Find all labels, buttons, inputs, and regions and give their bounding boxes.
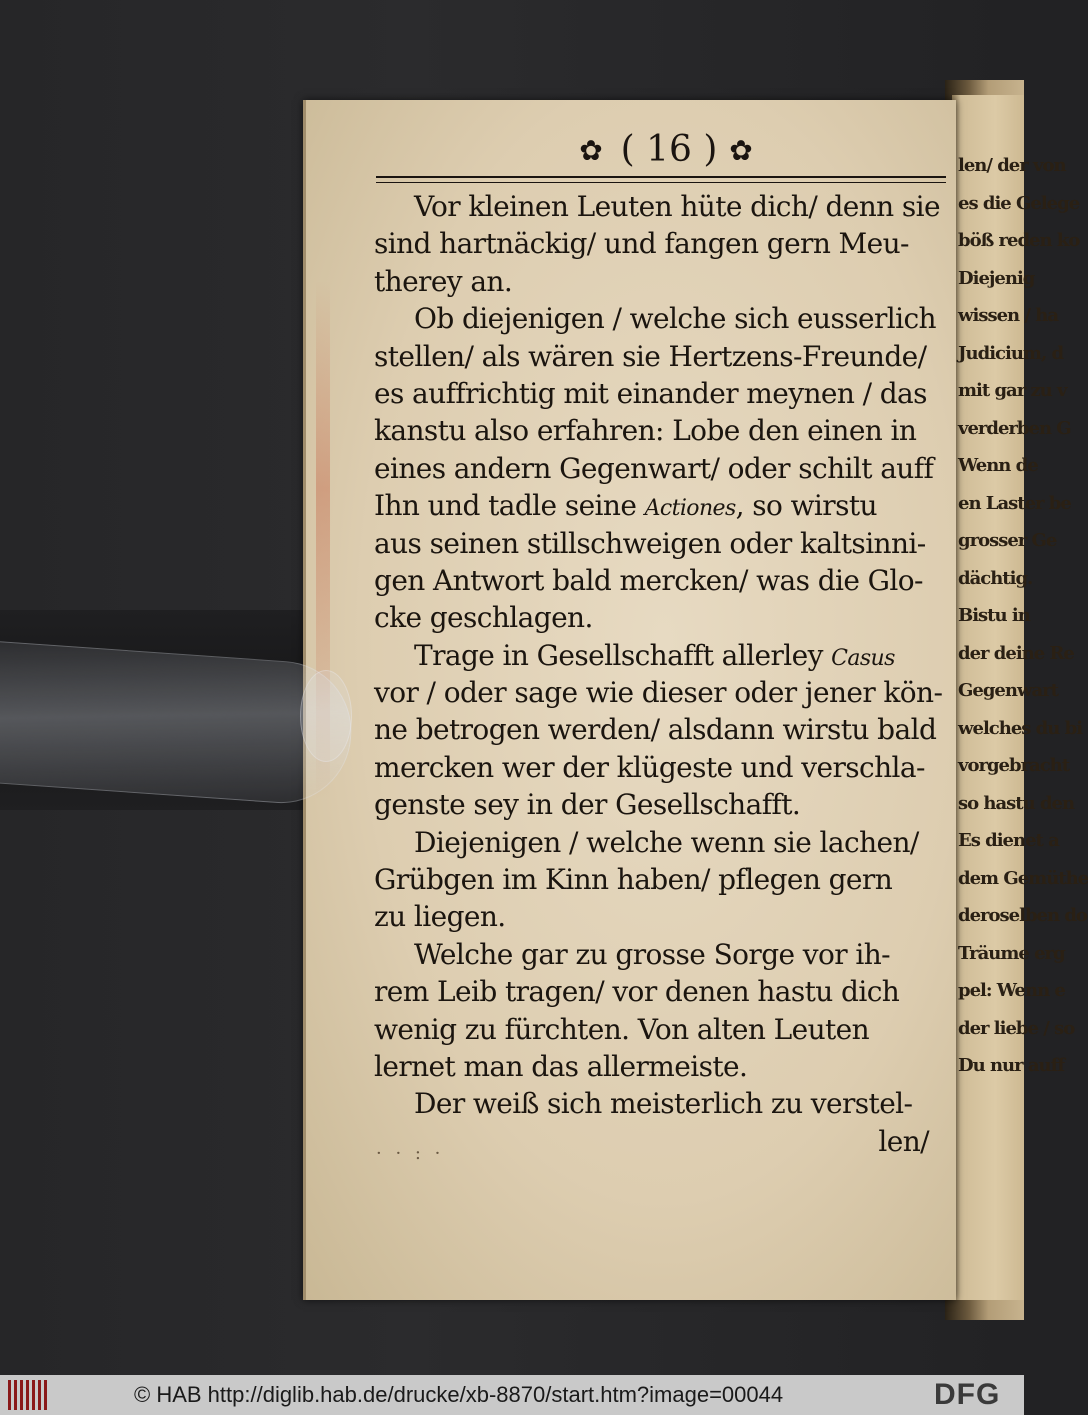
book-page <box>303 100 956 1300</box>
facing-page-line: welches du bi <box>958 717 1083 739</box>
facing-page-line: Judicium, d <box>958 342 1064 364</box>
text-line-main: Diejenigen / welche wenn sie lachen/ <box>414 825 919 859</box>
catchword: len/ <box>878 1124 929 1158</box>
text-line <box>374 637 949 674</box>
facing-page-line: Wenn de <box>958 455 1038 476</box>
text-line <box>374 375 949 412</box>
text-line-main: es auffrichtig mit einander meynen / das <box>374 376 927 410</box>
text-line <box>374 525 949 562</box>
rosette-icon: ✿ <box>579 134 603 167</box>
facing-page-line: mit gar zu v <box>958 380 1067 401</box>
text-line <box>374 973 949 1010</box>
text-line-main: aus seinen stillschweigen oder kaltsinni- <box>374 526 926 560</box>
ink-specks: · · : · <box>376 1143 445 1164</box>
text-line-main: gen Antwort bald mercken/ was die Glo- <box>374 563 923 597</box>
glass-page-holder-tip <box>300 670 352 762</box>
facing-page-line: Du nur auff <box>958 1055 1065 1076</box>
page-number: ( 16 ) <box>620 129 718 170</box>
text-line <box>374 225 949 262</box>
facing-page-line: en Laster be <box>958 492 1071 514</box>
text-line <box>374 450 949 487</box>
text-line <box>374 487 949 524</box>
text-line-main: eines andern Gegenwart/ oder schilt auff <box>374 451 934 485</box>
text-line <box>374 674 949 711</box>
facing-page-line: Es dienet a <box>958 830 1059 851</box>
facing-page-line: so hastu den <box>958 792 1075 814</box>
latin-word: Casus <box>831 645 895 671</box>
facing-page-line: len/ der von <box>958 155 1066 176</box>
facing-page-line: der deine Re <box>958 642 1074 664</box>
text-line-main: therey an. <box>374 264 513 298</box>
facing-page-line: deroselben do <box>958 905 1087 926</box>
facing-page-line: Träume erg <box>958 942 1065 964</box>
page-header <box>376 130 946 186</box>
dfg-logo: DFG <box>934 1378 1001 1411</box>
hab-barcode-logo <box>8 1380 50 1410</box>
text-line-main: rem Leib tragen/ vor denen hastu dich <box>374 975 900 1009</box>
text-line-main: lernet man das allermeiste. <box>374 1049 748 1083</box>
facing-page-line: der liebe / so <box>958 1017 1075 1039</box>
text-line-main: genste sey in der Gesellschafft. <box>374 788 801 822</box>
facing-page-line: Bistu in <box>958 605 1030 626</box>
text-line-main: mercken wer der klügeste und verschla- <box>374 750 925 784</box>
text-line-main: wenig zu fürchten. Von alten Leuten <box>374 1012 870 1046</box>
text-line <box>374 338 949 375</box>
text-line <box>374 861 949 898</box>
text-line <box>374 936 949 973</box>
text-line <box>374 300 949 337</box>
text-line <box>374 1048 949 1085</box>
text-line-main: Grübgen im Kinn haben/ pflegen gern <box>374 863 893 897</box>
facing-page-line: böß reden ko <box>958 230 1080 251</box>
facing-page-line: wissen / ha <box>958 305 1058 326</box>
facing-page-line: Diejenig <box>958 267 1035 289</box>
text-line-main: Der weiß sich meisterlich zu verstel- <box>414 1087 913 1121</box>
text-line-main: sind hartnäckig/ und fangen gern Meu- <box>374 227 909 261</box>
facing-page-line: vorgebracht <box>958 755 1070 776</box>
text-line-main: zu liegen. <box>374 900 506 934</box>
text-line-main: Welche gar zu grosse Sorge vor ih- <box>414 937 890 971</box>
text-line-main: stellen/ als wären sie Hertzens-Freunde/ <box>374 339 927 373</box>
text-line <box>374 412 949 449</box>
text-line <box>374 188 949 225</box>
text-line-main: Trage in Gesellschafft allerley <box>414 638 823 672</box>
text-line-main: Vor kleinen Leuten hüte dich/ denn sie <box>414 190 941 223</box>
copyright-url-text[interactable]: © HAB http://diglib.hab.de/drucke/xb-8870/start.htm?image=00044 <box>134 1382 784 1407</box>
text-line-main: ne betrogen werden/ alsdann wirstu bald <box>374 713 937 747</box>
facing-page-line: verderben G <box>958 417 1071 439</box>
text-line-main: Ob diejenigen / welche sich eusserlich <box>414 302 936 336</box>
text-line-main: Ihn und tadle seine <box>374 489 637 523</box>
page-text <box>374 188 949 1160</box>
text-line <box>374 599 949 636</box>
latin-word: Actiones <box>644 496 736 522</box>
facing-page-line: Gegenwart <box>958 680 1058 701</box>
text-line <box>374 824 949 861</box>
text-line <box>374 786 949 823</box>
text-line <box>374 711 949 748</box>
text-line-tail: , so wirstu <box>735 489 877 523</box>
text-line-main: vor / oder sage wie dieser oder jener kön- <box>374 676 943 710</box>
facing-page-line: dem Gemüthe <box>958 867 1088 889</box>
footer-bar <box>0 1375 1024 1415</box>
text-line <box>374 562 949 599</box>
text-line <box>374 749 949 786</box>
rosette-icon: ✿ <box>729 134 753 167</box>
text-line-main: kanstu also erfahren: Lobe den einen in <box>374 414 917 448</box>
facing-page-line: pel: Wenn e <box>958 980 1065 1001</box>
text-line <box>374 263 949 300</box>
text-line-main: cke geschlagen. <box>374 601 593 635</box>
text-line <box>374 898 949 935</box>
facing-page-fragment <box>952 95 1088 1300</box>
facing-page-line: grosser Ge <box>958 530 1057 551</box>
text-line <box>374 1011 949 1048</box>
header-rule <box>376 176 946 183</box>
facing-page-line: dächtig. <box>958 567 1033 589</box>
facing-page-line: es die Gelege <box>958 192 1080 214</box>
text-line <box>374 1085 949 1122</box>
